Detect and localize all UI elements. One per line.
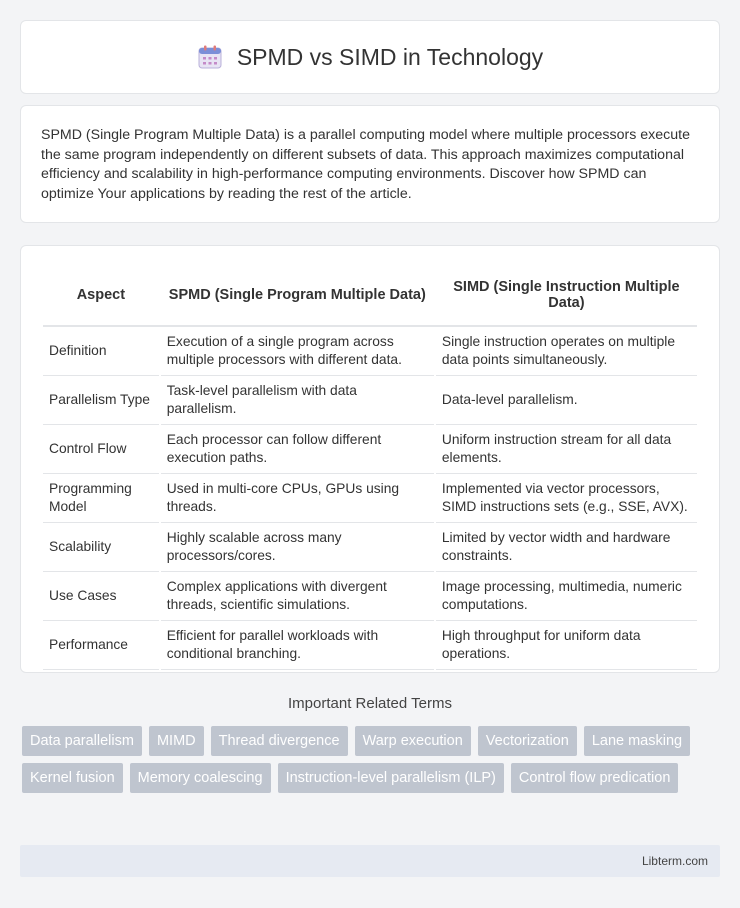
header-card xyxy=(20,20,720,94)
row-aspect: Programming Model xyxy=(43,474,160,523)
table-header-row xyxy=(43,264,697,326)
row-spmd: Task-level parallelism with data parallelism. xyxy=(160,376,435,425)
related-terms-tags xyxy=(22,726,712,800)
comparison-table-card xyxy=(20,245,720,673)
row-aspect: Scalability xyxy=(43,523,160,572)
intro-card xyxy=(20,105,720,223)
tag-data-parallelism[interactable]: Data parallelism xyxy=(22,726,142,756)
comparison-table xyxy=(43,264,697,670)
tag-control-flow-predication[interactable]: Control flow predication xyxy=(511,763,679,793)
row-simd: Implemented via vector processors, SIMD instructions sets (e.g., SSE, AVX). xyxy=(435,474,697,523)
row-spmd: Highly scalable across many processors/cores. xyxy=(160,523,435,572)
tag-kernel-fusion[interactable]: Kernel fusion xyxy=(22,763,123,793)
row-spmd: Efficient for parallel workloads with conditional branching. xyxy=(160,621,435,670)
row-simd: Limited by vector width and hardware constraints. xyxy=(435,523,697,572)
header-spmd: SPMD (Single Program Multiple Data) xyxy=(160,264,435,326)
row-simd: Data-level parallelism. xyxy=(435,376,697,425)
table-row xyxy=(43,621,697,670)
footer xyxy=(20,845,720,877)
tag-vectorization[interactable]: Vectorization xyxy=(478,726,577,756)
table-row xyxy=(43,425,697,474)
tag-memory-coalescing[interactable]: Memory coalescing xyxy=(130,763,271,793)
table-row xyxy=(43,474,697,523)
page-title: SPMD vs SIMD in Technology xyxy=(236,43,544,70)
tag-mimd[interactable]: MIMD xyxy=(149,726,204,756)
table-row xyxy=(43,376,697,425)
row-aspect: Definition xyxy=(43,326,160,376)
row-aspect: Use Cases xyxy=(43,572,160,621)
row-aspect: Parallelism Type xyxy=(43,376,160,425)
row-aspect: Performance xyxy=(43,621,160,670)
row-spmd: Each processor can follow different execution paths. xyxy=(160,425,435,474)
related-terms-title: Important Related Terms xyxy=(288,695,452,712)
intro-text: SPMD (Single Program Multiple Data) is a parallel computing model where multiple processors execute the same program independently on different subsets of data. This approach maximizes computational efficiency and scalability in high-performance computing environments. Discover how SPMD can optimize Your applications by reading the rest of the article. xyxy=(41,127,690,202)
header-simd: SIMD (Single Instruction Multiple Data) xyxy=(435,264,697,326)
tag-instruction-level-parallelism[interactable]: Instruction-level parallelism (ILP) xyxy=(278,763,504,793)
tag-lane-masking[interactable]: Lane masking xyxy=(584,726,690,756)
table-row xyxy=(43,326,697,376)
row-aspect: Control Flow xyxy=(43,425,160,474)
calendar-icon xyxy=(197,44,223,70)
row-simd: Single instruction operates on multiple data points simultaneously. xyxy=(435,326,697,376)
row-simd: Image processing, multimedia, numeric computations. xyxy=(435,572,697,621)
row-simd: Uniform instruction stream for all data elements. xyxy=(435,425,697,474)
table-row xyxy=(43,572,697,621)
row-spmd: Execution of a single program across multiple processors with different data. xyxy=(160,326,435,376)
header-aspect: Aspect xyxy=(43,264,160,326)
table-row xyxy=(43,523,697,572)
row-simd: High throughput for uniform data operations. xyxy=(435,621,697,670)
tag-thread-divergence[interactable]: Thread divergence xyxy=(211,726,348,756)
row-spmd: Used in multi-core CPUs, GPUs using threads. xyxy=(160,474,435,523)
footer-brand[interactable]: Libterm.com xyxy=(641,854,708,868)
tag-warp-execution[interactable]: Warp execution xyxy=(355,726,471,756)
row-spmd: Complex applications with divergent threads, scientific simulations. xyxy=(160,572,435,621)
